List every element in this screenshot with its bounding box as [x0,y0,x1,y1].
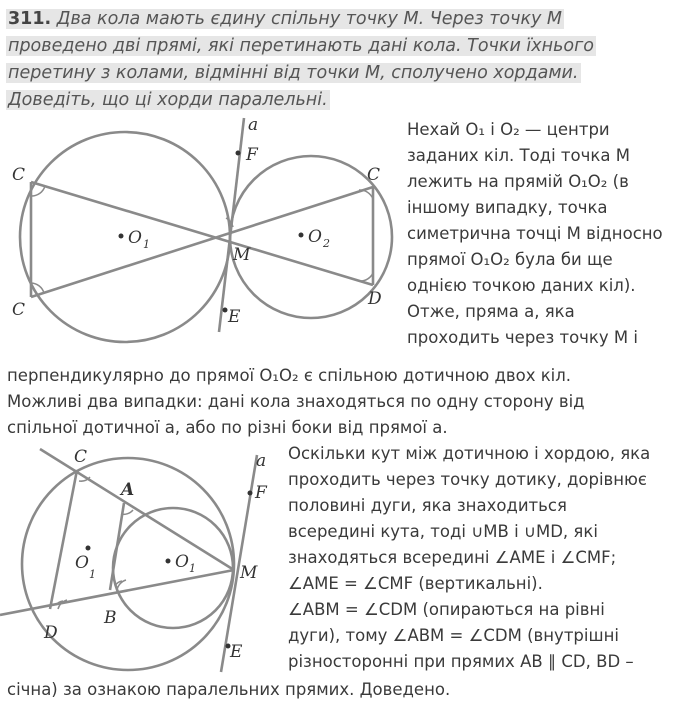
problem-number: 311. [8,9,52,29]
solution-line: різносторонні при прямих AB ∥ CD, BD – [288,652,634,671]
label-d: D [368,289,382,309]
label-o2: O [308,227,322,247]
chord-cd [50,470,77,609]
solution-line: однією точкою даних кіл). [407,276,636,295]
problem-line-3: перетину з колами, відмінні від точки М, сполучено хордами. [8,63,579,83]
solution-line: всередині кута, тоді ∪MB і ∪MD, які [288,522,598,541]
solution-line: дуги), тому ∠ABM = ∠CDM (внутрішні [288,626,619,645]
solution-line: симетрична точці M відносно [407,224,663,243]
solution-line: січна) за ознакою паралельних прямих. Доведено. [7,680,451,699]
label-f: F [246,145,258,165]
label-c-left-top: C [12,165,26,185]
solution-line: проходить через точку дотику, дорівнює [288,470,647,489]
label-d: D [44,623,58,643]
chord-ab [110,503,124,590]
label-o1-right: O [175,552,189,572]
label-e: E [228,307,241,327]
solution-line: проходить через точку M і [407,328,638,347]
solution-line: знаходяться всередині ∠AME і ∠CMF; [288,548,617,567]
label-o2-sub: 2 [323,237,330,250]
solution-part-1 [407,117,663,351]
label-b: B [104,608,117,628]
solution-line: прямої O₁O₂ була би ще [407,250,613,269]
label-c: C [74,447,88,467]
solution-line: перпендикулярно до прямої O₁O₂ є спільною дотичною двох кіл. [7,366,572,385]
label-c-left-bottom: C [12,300,26,320]
solution-line: заданих кіл. Тоді точка M [407,146,630,165]
solution-line: Нехай O₁ і O₂ — центри [407,120,610,139]
figure-internal-tangency [0,440,290,680]
problem-line-1: Два кола мають єдину спільну точку М. Через точку М [56,9,563,29]
label-f: F [255,483,267,503]
label-a-point: A [121,480,135,500]
solution-line: лежить на прямій O₁O₂ (в [407,172,629,191]
solution-line: іншому випадку, точка [407,198,608,217]
solution-line: половині дуги, яка знаходиться [288,496,567,515]
label-a: a [256,451,267,471]
solution-part-4 [7,677,450,703]
solution-line: ∠ABM = ∠CDM (опираються на рівні [288,600,605,619]
solution-part-2 [7,363,585,441]
figure-external-tangency [0,110,400,350]
solution-line: Оскільки кут між дотичною і хордою, яка [288,444,651,463]
line-m-d [0,570,234,615]
problem-line-4: Доведіть, що ці хорди паралельні. [8,90,328,110]
problem-line-2: проведено дві прямі, які перетинають дані кола. Точки їхнього [8,36,594,56]
solution-line: Отже, пряма a, яка [407,302,575,321]
label-o1-right-sub: 1 [189,562,196,575]
circle-inner [113,508,233,628]
solution-line: спільної дотичної a, або по різні боки від прямої a. [7,418,448,437]
solution-line: Можливі два випадки: дані кола знаходяться по одну сторону від [7,392,585,411]
problem-statement [6,6,606,114]
solution-part-3 [288,441,650,675]
tangent-line-a [219,118,244,332]
solution-line: ∠AME = ∠CMF (вертикальні). [288,574,543,593]
label-a: a [248,115,259,135]
label-o1: O [128,228,142,248]
label-o1-left: O [75,553,89,573]
circle-o1 [20,132,230,342]
label-o1-sub: 1 [143,238,150,251]
label-e: E [230,642,243,662]
label-o1-left-sub: 1 [89,568,96,581]
label-c-right-top: C [367,165,381,185]
label-m: M [240,563,258,583]
label-m: M [233,245,251,265]
